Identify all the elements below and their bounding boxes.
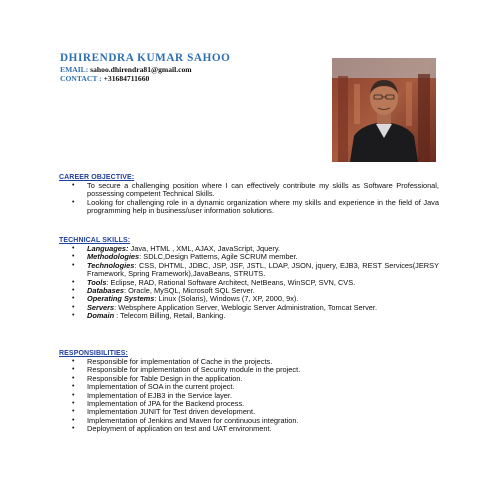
bullet-icon: • [72,358,75,365]
skill-item: • Operating Systems: Linux (Solaris), Windows (7, XP, 2000, 9x). [72,294,299,304]
list-item: • Deployment of application on test and UAT environment. [72,424,272,434]
list-item: • Responsible for implementation of Security module in the project. [72,365,301,375]
list-item: • Implementation of EJB3 in the Service layer. [72,390,233,400]
responsibilities-list [59,358,439,434]
technical-skills-heading: TECHNICAL SKILLS: [59,237,131,244]
list-item: • To secure a challenging position where I can effectively contribute my skills as Software Professional, possessing competent Technical Skills. [72,181,439,199]
profile-photo-image [332,58,436,162]
candidate-name: DHIRENDRA KUMAR SAHOO [60,52,231,64]
bullet-icon: • [72,198,75,206]
skill-item: • Technologies: CSS, DHTML, JDBC, JSP, JSF, JSTL, LDAP, JSON, jquery, EJB3, REST Services(JERSY Framework, Spring Framework),JavaBeans, STRUTS. [72,260,439,279]
bullet-icon: • [72,303,75,311]
email-line [60,65,192,74]
skill-item: • Databases: Oracle, MySQL, Microsoft SQL Server. [72,286,255,296]
bullet-icon: • [72,425,75,433]
contact-line [60,74,149,83]
list-item: • Implementation of Jenkins and Maven for continuous integration. [72,415,299,425]
list-item: • Implementation of SOA in the current project. [72,382,235,392]
skill-item: • Languages: Java, HTML , XML, AJAX, JavaScript, Jquery. [72,244,281,253]
career-objective-list [59,182,439,216]
skill-item: • Methodologies: SDLC,Design Patterns, Agile SCRUM member. [72,252,298,262]
list-item: • Responsible for Table Design in the application. [72,373,243,383]
career-objective-heading: CAREER OBJECTIVE: [59,174,135,181]
bullet-icon: • [72,261,75,269]
bullet-icon: • [72,374,75,382]
bullet-icon: • [72,391,75,399]
responsibilities-heading: RESPONSIBILITIES: [59,350,128,357]
bullet-icon: • [72,287,75,295]
bullet-icon: • [72,295,75,303]
skill-item: • Servers: Websphere Application Server, Weblogic Server Administration, Tomcat Server. [72,302,378,312]
skill-item: • Domain : Telecom Billing, Retail, Banking. [72,311,226,321]
bullet-icon: • [72,383,75,391]
bullet-icon: • [72,366,75,374]
technical-skills-list [59,245,439,321]
email-label: EMAIL: [60,65,89,74]
profile-photo [332,58,436,162]
list-item: • Implementation JUNIT for Test driven development. [72,407,256,417]
bullet-icon: • [72,253,75,261]
list-item: • Implementation of JPA for the Backend process. [72,399,245,409]
bullet-icon: • [72,408,75,416]
bullet-icon: • [72,400,75,408]
contact-value: +31684711660 [103,74,150,83]
bullet-icon: • [72,278,75,286]
bullet-icon: • [72,245,75,252]
bullet-icon: • [72,312,75,320]
list-item: • Responsible for implementation of Cache in the projects. [72,357,273,366]
skill-item: • Tools: Eclipse, RAD, Rational Software Architect, NetBeans, WinSCP, SVN, CVS. [72,277,356,287]
contact-label: CONTACT : [60,74,102,83]
list-item: • Looking for challenging role in a dynamic organization where my skills and experience in the field of Java programming help in business/user information solutions. [72,197,439,216]
bullet-icon: • [72,416,75,424]
email-value[interactable]: sahoo.dhirendra81@gmail.com [90,65,192,74]
bullet-icon: • [72,182,75,189]
